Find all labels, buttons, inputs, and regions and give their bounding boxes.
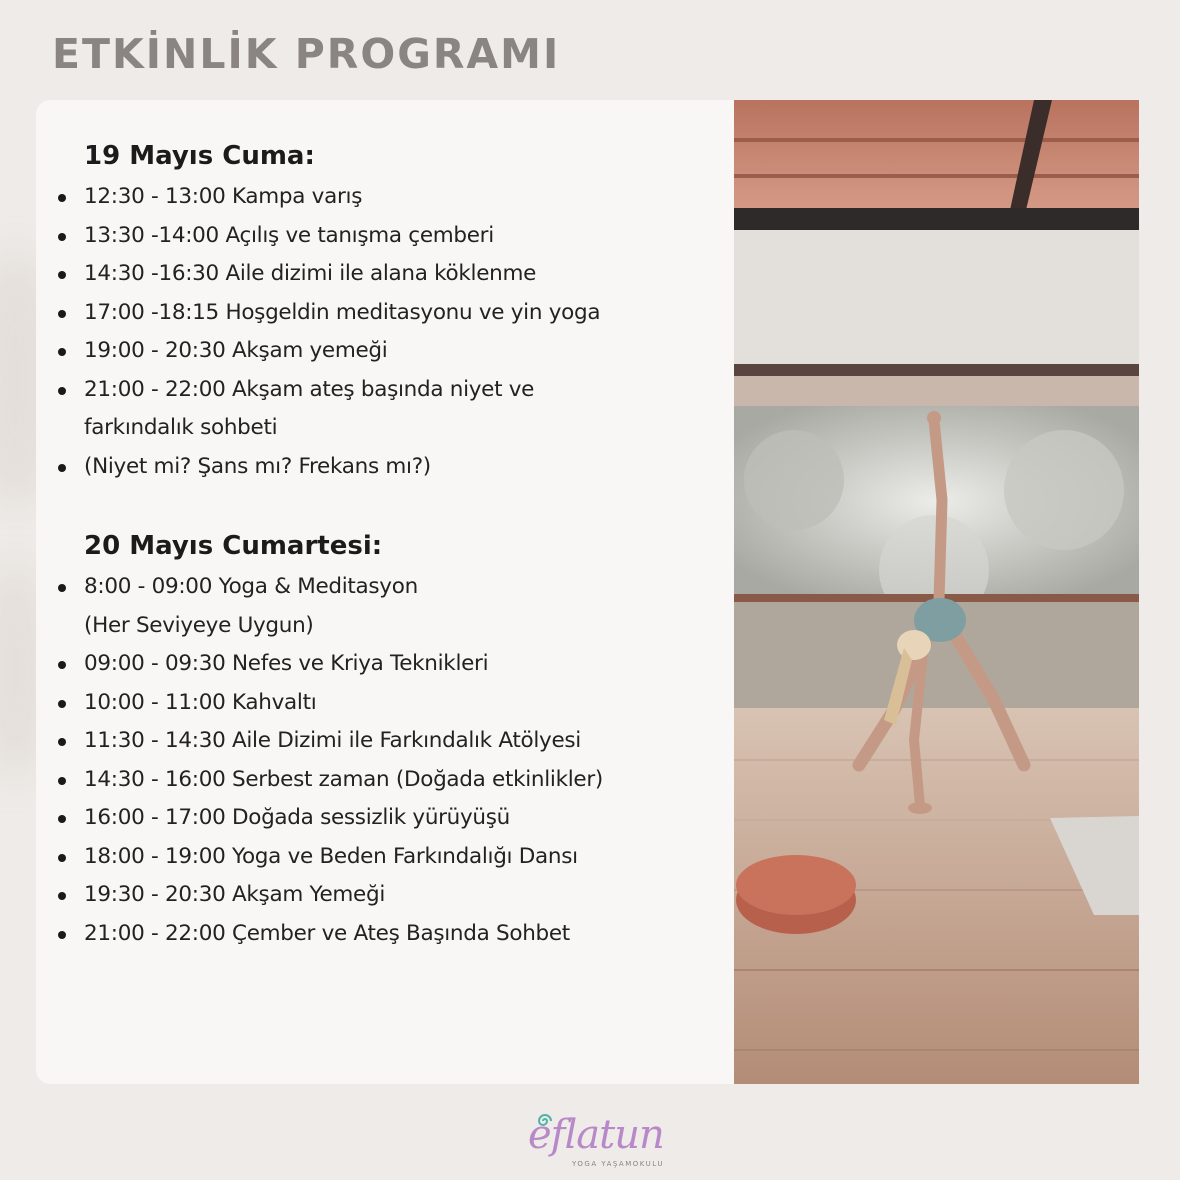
page-title: ETKİNLİK PROGRAMI — [52, 30, 561, 78]
logo-name: eflatun — [528, 1112, 664, 1158]
day-2-section — [36, 524, 754, 953]
list-item: 09:00 - 09:30 Nefes ve Kriya Teknikleri — [36, 645, 754, 684]
yoga-photo — [734, 100, 1139, 1084]
list-item: 21:00 - 22:00 Çember ve Ateş Başında Sohbet — [36, 915, 754, 954]
list-item: 13:30 -14:00 Açılış ve tanışma çemberi — [36, 217, 754, 256]
list-item: 14:30 - 16:00 Serbest zaman (Doğada etkinlikler) — [36, 761, 754, 800]
list-item: 19:30 - 20:30 Akşam Yemeği — [36, 876, 754, 915]
list-item-continuation: (Her Seviyeye Uygun) — [84, 612, 314, 638]
list-item: 19:00 - 20:30 Akşam yemeği — [36, 332, 754, 371]
list-item: 14:30 -16:30 Aile dizimi ile alana köklenme — [36, 255, 754, 294]
list-item: 17:00 -18:15 Hoşgeldin meditasyonu ve yin yoga — [36, 294, 754, 333]
list-item: 18:00 - 19:00 Yoga ve Beden Farkındalığı Dansı — [36, 838, 754, 877]
list-item: 16:00 - 17:00 Doğada sessizlik yürüyüşü — [36, 799, 754, 838]
list-item: (Niyet mi? Şans mı? Frekans mı?) — [36, 448, 754, 487]
day-1-heading: 19 Mayıs Cuma: — [84, 141, 315, 171]
list-item-continuation: farkındalık sohbeti — [84, 415, 278, 440]
day-2-heading: 20 Mayıs Cumartesi: — [84, 531, 383, 561]
list-item: 21:00 - 22:00 Akşam ateş başında niyet ve — [36, 371, 754, 410]
eflatun-logo — [520, 1108, 664, 1178]
list-item: 12:30 - 13:00 Kampa varış — [36, 178, 754, 217]
schedule-card — [36, 100, 754, 1084]
logo-tagline: YOGA YAŞAMOKULU — [572, 1160, 664, 1168]
list-item: 10:00 - 11:00 Kahvaltı — [36, 684, 754, 723]
day-1-section — [36, 134, 754, 486]
day-2-list — [36, 568, 754, 953]
day-1-list — [36, 178, 754, 486]
list-item: 11:30 - 14:30 Aile Dizimi ile Farkındalık Atölyesi — [36, 722, 754, 761]
list-item: 8:00 - 09:00 Yoga & Meditasyon — [36, 568, 754, 607]
